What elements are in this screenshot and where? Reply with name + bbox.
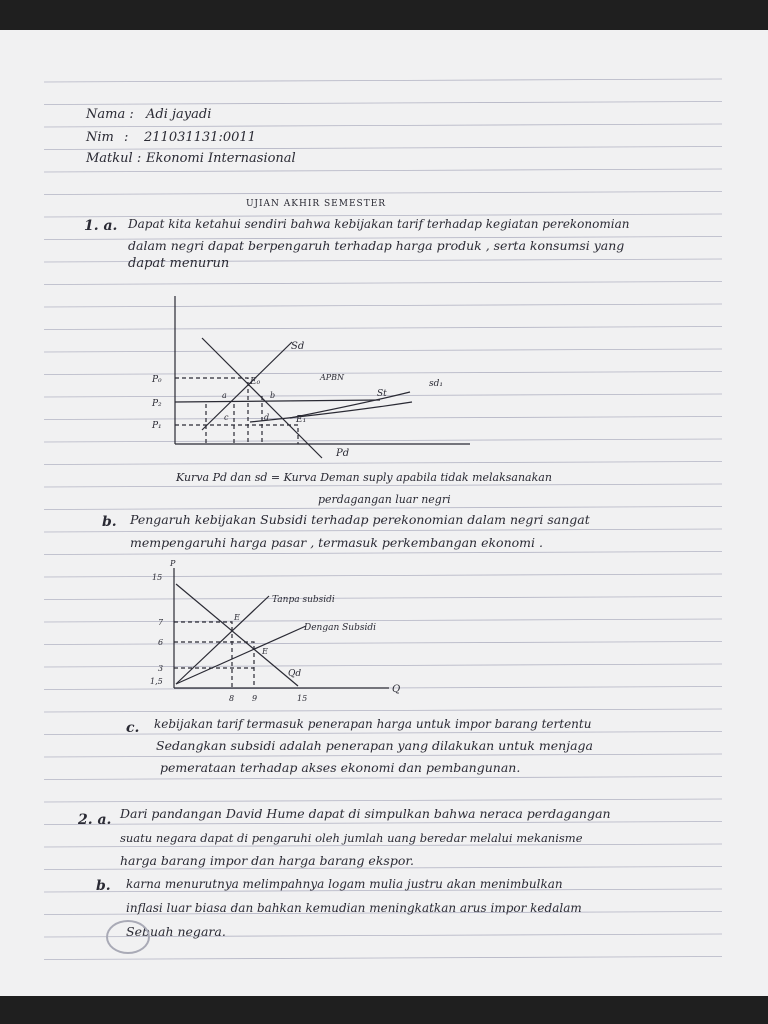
graph2-label-dengan-subsidi: Dengan Subsidi: [304, 623, 376, 633]
graph1-point-a: a: [222, 391, 227, 400]
q1c-line-2: Sedangkan subsidi adalah penerapan yang dilakukan untuk menjaga: [156, 738, 593, 753]
graph2-tick-1-5: 1,5: [150, 677, 163, 686]
rule-line: [44, 552, 722, 555]
nama-label: Nama :: [86, 107, 134, 122]
graph2-tick-7: 7: [158, 618, 164, 627]
graph2-tick-3: 3: [158, 664, 164, 673]
graph2-point-e-upper: E: [234, 613, 240, 622]
supply-curve-st: [250, 402, 412, 422]
graph2-tick-6: 6: [158, 638, 164, 647]
graph2-label-tanpa-subsidi: Tanpa subsidi: [272, 595, 335, 605]
tariff-graph: [140, 292, 580, 472]
q1c-line-3: pemerataan terhadap akses ekonomi dan pembangunan.: [160, 760, 521, 775]
supply-without-subsidy: [176, 596, 269, 684]
matkul-value: Ekonomi Internasional: [146, 151, 296, 166]
rule-line: [44, 709, 722, 712]
q2a-number: 2. a.: [78, 812, 112, 828]
graph1-label-p0: P₀: [152, 375, 162, 385]
sidu-stamp: [106, 920, 150, 954]
rule-line: [44, 777, 722, 780]
notebook-page: [0, 30, 768, 996]
subsidy-graph: [144, 558, 404, 708]
rule-line: [44, 147, 722, 150]
p1-guide: [175, 425, 298, 444]
exam-title: UJIAN AKHIR SEMESTER: [246, 199, 387, 209]
graph2-point-e-lower: E: [262, 647, 268, 656]
graph1-point-d: d: [264, 413, 270, 422]
q1a-line-1: Dapat kita ketahui sendiri bahwa kebijakan tarif terhadap kegiatan perekonomian: [128, 217, 630, 231]
graph1-label-st: St: [377, 389, 387, 399]
graph1-point-e1: E₁: [296, 415, 307, 425]
q2a-line-2: suatu negara dapat di pengaruhi oleh jumlah uang beredar melalui mekanisme: [120, 831, 583, 845]
rule-line: [44, 957, 722, 960]
rule-line: [44, 192, 722, 195]
rule-line: [44, 529, 722, 532]
graph2-p6-guide: [174, 642, 254, 688]
rule-line: [44, 799, 722, 802]
world-price-line: [175, 400, 380, 402]
supply-with-subsidy: [176, 626, 306, 684]
q1c-number: c.: [126, 720, 140, 736]
q2a-line-3: harga barang impor dan harga barang ekspor.: [120, 853, 414, 868]
q2b-number: b.: [96, 878, 111, 894]
q2b-line-3: Sebuah negara.: [126, 924, 226, 939]
q1b-line-2: mempengaruhi harga pasar , termasuk perkembangan ekonomi .: [130, 535, 543, 550]
rule-line: [44, 282, 722, 285]
graph1-label-p1: P₁: [152, 421, 162, 431]
q1b-line-1: Pengaruh kebijakan Subsidi terhadap perekonomian dalam negri sangat: [130, 512, 590, 527]
graph1-caption-2: perdagangan luar negri: [318, 493, 451, 506]
q1b-number: b.: [102, 514, 117, 530]
graph2-label-qd: Qd: [288, 669, 302, 679]
graph2-x-axis-label: Q: [392, 684, 401, 695]
q1a-line-2: dalam negri dapat berpengaruh terhadap harga produk , serta konsumsi yang: [128, 238, 625, 253]
graph1-caption-1: Kurva Pd dan sd = Kurva Deman suply apabila tidak melaksanakan: [176, 471, 552, 484]
graph1-label-sd: Sd: [291, 341, 305, 352]
q2b-line-2: inflasi luar biasa dan bahkan kemudian meningkatkan arus impor kedalam: [126, 901, 582, 915]
graph1-point-c: c: [224, 413, 229, 422]
graph1-label-apbn: APBN: [320, 373, 345, 382]
rule-line: [44, 169, 722, 172]
graph2-y-axis-label: P: [170, 559, 176, 568]
graph2-tick-15: 15: [152, 573, 163, 582]
q1a-line-3: dapat menurun: [128, 256, 230, 271]
q1c-line-1: kebijakan tarif termasuk penerapan harga untuk impor barang tertentu: [154, 717, 592, 731]
graph2-tick-x-8: 8: [229, 694, 235, 703]
nama-value: Adi jayadi: [146, 107, 212, 122]
nim-value: 211031131:0011: [144, 130, 256, 145]
graph1-label-pd: Pd: [336, 448, 350, 459]
supply-curve-sd: [202, 342, 292, 430]
p0-guide: [175, 378, 248, 444]
rule-line: [44, 102, 722, 105]
graph1-label-p2: P₂: [152, 399, 162, 409]
nim-separator: :: [124, 130, 129, 145]
rule-line: [44, 124, 722, 127]
graph1-point-e0: E₀: [250, 377, 261, 387]
matkul-label: Matkul :: [86, 151, 142, 166]
q2a-line-1: Dari pandangan David Hume dapat di simpulkan bahwa neraca perdagangan: [120, 806, 611, 821]
nim-label: Nim: [86, 130, 114, 145]
q1a-number: 1. a.: [84, 218, 118, 234]
graph2-tick-x-9: 9: [252, 694, 258, 703]
graph2-tick-x-15: 15: [297, 694, 308, 703]
graph1-label-sd1: sd₁: [429, 379, 443, 389]
graph1-point-b: b: [270, 391, 276, 400]
q2b-line-1: karna menurutnya melimpahnya logam mulia justru akan menimbulkan: [126, 877, 563, 891]
rule-line: [44, 79, 722, 82]
rule-line: [44, 754, 722, 757]
